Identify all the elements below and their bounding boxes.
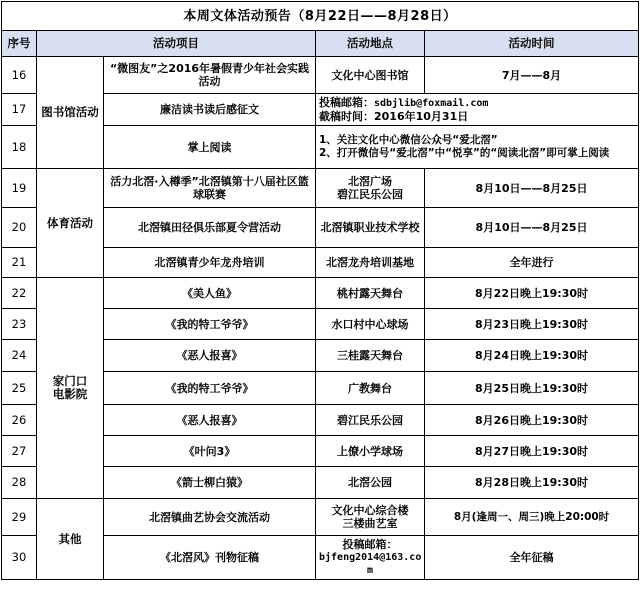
activity-location: 上僚小学球场 <box>316 436 425 467</box>
activity-name: “微图友”之2016年暑假青少年社会实践活动 <box>104 57 316 94</box>
activity-time: 8月10日——8月25日 <box>425 208 639 248</box>
activity-time: 8月23日晚上19:30时 <box>425 309 639 340</box>
activity-schedule-table <box>1 1 639 580</box>
activity-location: 北滘广场 碧江民乐公园 <box>316 169 425 208</box>
activity-time: 全年征稿 <box>425 536 639 580</box>
activity-time: 8月22日晚上19:30时 <box>425 278 639 309</box>
category-cinema: 家门口 电影院 <box>37 278 104 499</box>
activity-location: 北滘公园 <box>316 467 425 499</box>
table-row <box>2 499 639 536</box>
activity-location: 文化中心综合楼 三楼曲艺室 <box>316 499 425 536</box>
activity-time: 全年进行 <box>425 248 639 278</box>
activity-time: 8月25日晚上19:30时 <box>425 372 639 405</box>
row-number: 19 <box>2 169 37 208</box>
activity-table-wrapper <box>1 1 638 580</box>
deadline-line: 截稿时间：2016年10月31日 <box>319 110 469 123</box>
row-number: 28 <box>2 467 37 499</box>
row-number: 29 <box>2 499 37 536</box>
activity-location: 广教舞台 <box>316 372 425 405</box>
row-number: 26 <box>2 405 37 436</box>
activity-location: 北滘镇职业技术学校 <box>316 208 425 248</box>
activity-location: 三桂露天舞台 <box>316 340 425 372</box>
row-number: 17 <box>2 94 37 126</box>
category-library: 图书馆活动 <box>37 57 104 169</box>
submission-email-line: 投稿邮箱：sdbjlib@foxmail.com <box>319 96 489 109</box>
category-sports: 体育活动 <box>37 169 104 278</box>
activity-time: 8月10日——8月25日 <box>425 169 639 208</box>
row-number: 24 <box>2 340 37 372</box>
row-number: 23 <box>2 309 37 340</box>
activity-name: 《北滘风》刊物征稿 <box>104 536 316 580</box>
instruction-step-1: 1、关注文化中心微信公众号“爱北滘” <box>319 134 498 146</box>
activity-location: 桃村露天舞台 <box>316 278 425 309</box>
activity-location: 碧江民乐公园 <box>316 405 425 436</box>
header-time: 活动时间 <box>425 31 639 57</box>
row-number: 16 <box>2 57 37 94</box>
activity-name: 北滘镇曲艺协会交流活动 <box>104 499 316 536</box>
activity-time: 8月(逢周一、周三)晚上20:00时 <box>425 499 639 536</box>
email-address: sdbjlib@foxmail.com <box>374 98 489 109</box>
submission-email: 投稿邮箱： bjfeng2014@163.co m <box>316 536 425 580</box>
activity-time: 8月28日晚上19:30时 <box>425 467 639 499</box>
film-title: 《恶人报喜》 <box>104 405 316 436</box>
instruction-step-2: 2、打开微信号“爱北滘”中“悦享”的“阅读北滘”即可掌上阅读 <box>319 147 610 159</box>
table-row <box>2 57 639 94</box>
activity-name: 廉洁读书读后感征文 <box>104 94 316 126</box>
reading-instructions <box>316 126 639 169</box>
row-number: 22 <box>2 278 37 309</box>
activity-name: 活力北滘·入樽季”北滘镇第十八届社区篮球联赛 <box>104 169 316 208</box>
header-activity: 活动项目 <box>37 31 316 57</box>
film-title: 《我的特工爷爷》 <box>104 309 316 340</box>
header-location: 活动地点 <box>316 31 425 57</box>
row-number: 18 <box>2 126 37 169</box>
activity-time: 8月26日晚上19:30时 <box>425 405 639 436</box>
activity-location: 北滘龙舟培训基地 <box>316 248 425 278</box>
table-row <box>2 278 639 309</box>
activity-time: 8月27日晚上19:30时 <box>425 436 639 467</box>
header-number: 序号 <box>2 31 37 57</box>
film-title: 《箭士柳白猿》 <box>104 467 316 499</box>
activity-time: 8月24日晚上19:30时 <box>425 340 639 372</box>
email-address-tail: m <box>366 565 374 576</box>
film-title: 《恶人报喜》 <box>104 340 316 372</box>
category-other: 其他 <box>37 499 104 580</box>
row-number: 20 <box>2 208 37 248</box>
activity-name: 掌上阅读 <box>104 126 316 169</box>
row-number: 30 <box>2 536 37 580</box>
row-number: 25 <box>2 372 37 405</box>
film-title: 《叶问3》 <box>104 436 316 467</box>
activity-name: 北滘镇青少年龙舟培训 <box>104 248 316 278</box>
table-title: 本周文体活动预告（8月22日——8月28日） <box>2 2 639 31</box>
row-number: 27 <box>2 436 37 467</box>
header-row <box>2 31 639 57</box>
table-row <box>2 169 639 208</box>
film-title: 《美人鱼》 <box>104 278 316 309</box>
activity-location: 文化中心图书馆 <box>316 57 425 94</box>
activity-location: 水口村中心球场 <box>316 309 425 340</box>
film-title: 《我的特工爷爷》 <box>104 372 316 405</box>
submission-info <box>316 94 639 126</box>
activity-time: 7月——8月 <box>425 57 639 94</box>
activity-name: 北滘镇田径俱乐部夏令营活动 <box>104 208 316 248</box>
row-number: 21 <box>2 248 37 278</box>
email-address: bjfeng2014@163.co <box>319 552 422 563</box>
